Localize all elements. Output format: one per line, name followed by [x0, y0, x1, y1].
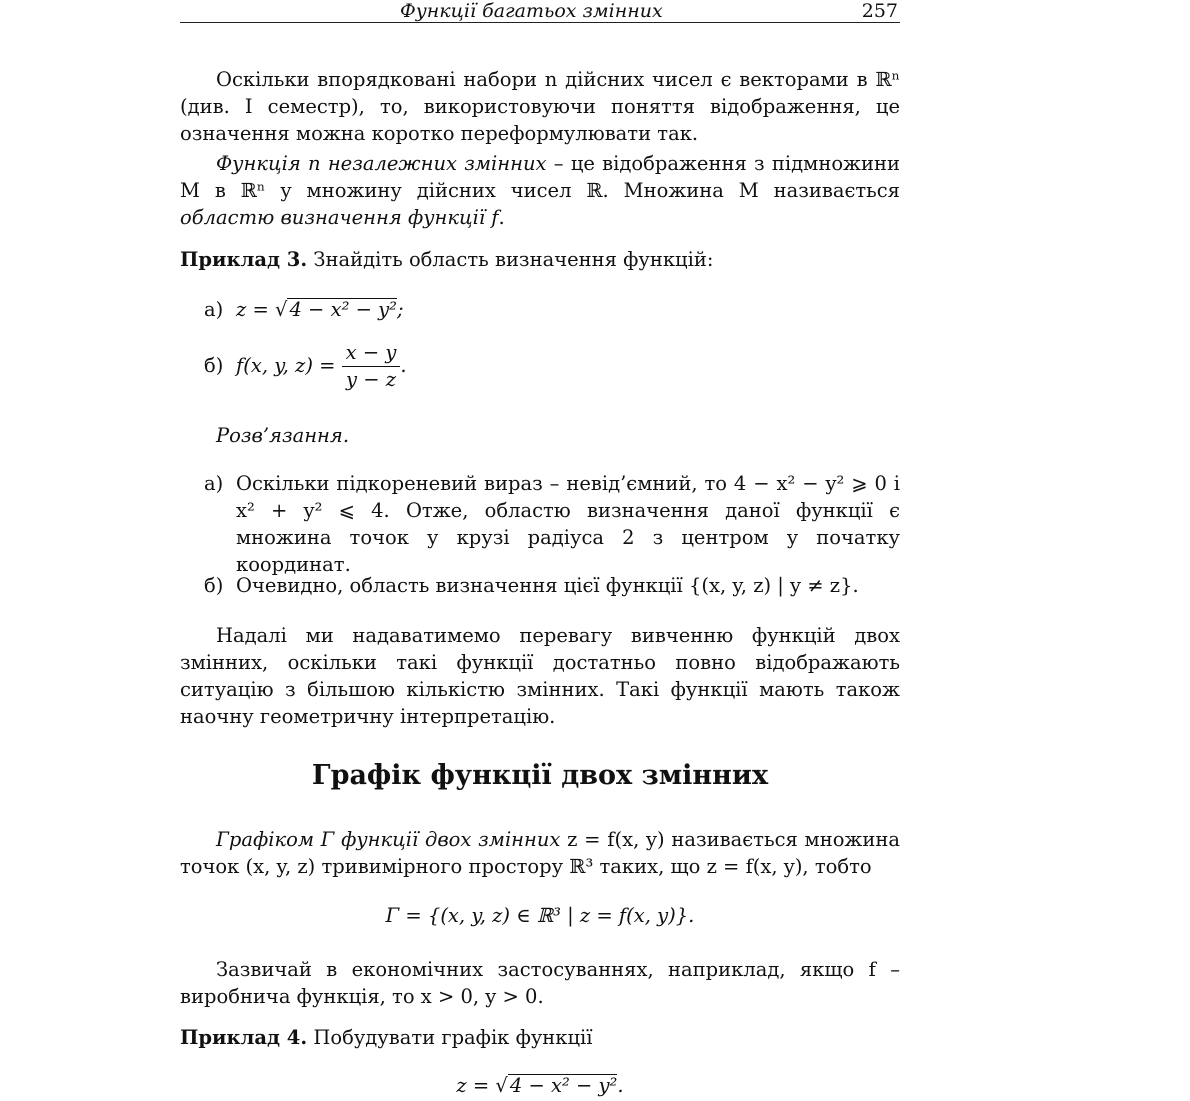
term-function-n-variables: Функція n незалежних змінних	[216, 152, 547, 175]
example-4-label: Приклад 4.	[180, 1026, 308, 1049]
radicand: 4 − x² − y²	[289, 298, 397, 321]
solution-a-text: Оскільки підкореневий вираз – невід’ємний, то 4 − x² − y² ⩾ 0 і x² + y² ⩽ 4. Отже, областю визначення даної функції є множина точок у крузі радіуса 2 з центром у початку координат.	[236, 472, 900, 576]
fraction: $\frac{x - y}{y - z}$	[342, 340, 401, 393]
example-4-heading	[180, 1024, 900, 1051]
section-title: Графік функції двох змінних	[311, 760, 769, 791]
running-header	[180, 0, 900, 23]
term-graph: Графіком Γ функції двох змінних	[216, 828, 561, 851]
term-domain: областю визначення функції f	[180, 206, 499, 229]
formula-example-4: z = √ 4 − x² − y².	[456, 1074, 624, 1097]
paragraph-graph-definition: Графіком Γ функції двох змінних z = f(x, y) називається множина точок (x, y, z) тривимірного простору ℝ³ таких, що z = f(x, y), тобто	[180, 828, 900, 878]
paragraph-vectors: Оскільки впорядковані набори n дійсних чисел є векторами в ℝⁿ (див. I семестр), то, використовуючи поняття відображення, це означення можна коротко переформулювати так.	[180, 68, 900, 145]
example-3-text: Знайдіть область визначення функцій:	[313, 248, 714, 271]
page-number: 257	[861, 0, 898, 22]
paragraph-two-variables: Надалі ми надаватимемо перевагу вивченню функцій двох змінних, оскільки такі функції достатньо повно відображають ситуацію з більшою кількістю змінних. Такі функції мають також наочну геометричну інтерпретацію.	[180, 624, 900, 728]
paragraph-economics: Зазвичай в економічних застосуваннях, наприклад, якщо f – виробнича функція, то x > 0, y > 0.	[180, 958, 900, 1008]
definition-text: – це відображення з підмножини M в ℝⁿ у множину дійсних чисел ℝ. Множина M називається	[180, 152, 900, 202]
formula-sqrt: z = √ 4 − x² − y²;	[236, 298, 404, 321]
formula-fraction: f(x, y, z) = $\frac{x - y}{y - z}$ .	[236, 341, 407, 391]
example-3-label: Приклад 3.	[180, 248, 308, 271]
example-3-heading	[180, 246, 900, 273]
solution-heading: Розв’язання.	[216, 424, 350, 447]
solution-b-text: Очевидно, область визначення цієї функції {(x, y, z) | y ≠ z}.	[236, 574, 859, 597]
radicand-example-4: 4 − x² − y²	[509, 1074, 618, 1097]
paragraph-definition: Функція n незалежних змінних – це відображення з підмножини M в ℝⁿ у множину дійсних чисел ℝ. Множина M називається областю визначення функції f.	[180, 152, 900, 229]
running-title: Функції багатьох змінних	[400, 0, 663, 22]
formula-gamma: Γ = {(x, y, z) ∈ ℝ³ | z = f(x, y)}.	[385, 904, 695, 927]
example-4-text: Побудувати графік функції	[313, 1026, 593, 1049]
